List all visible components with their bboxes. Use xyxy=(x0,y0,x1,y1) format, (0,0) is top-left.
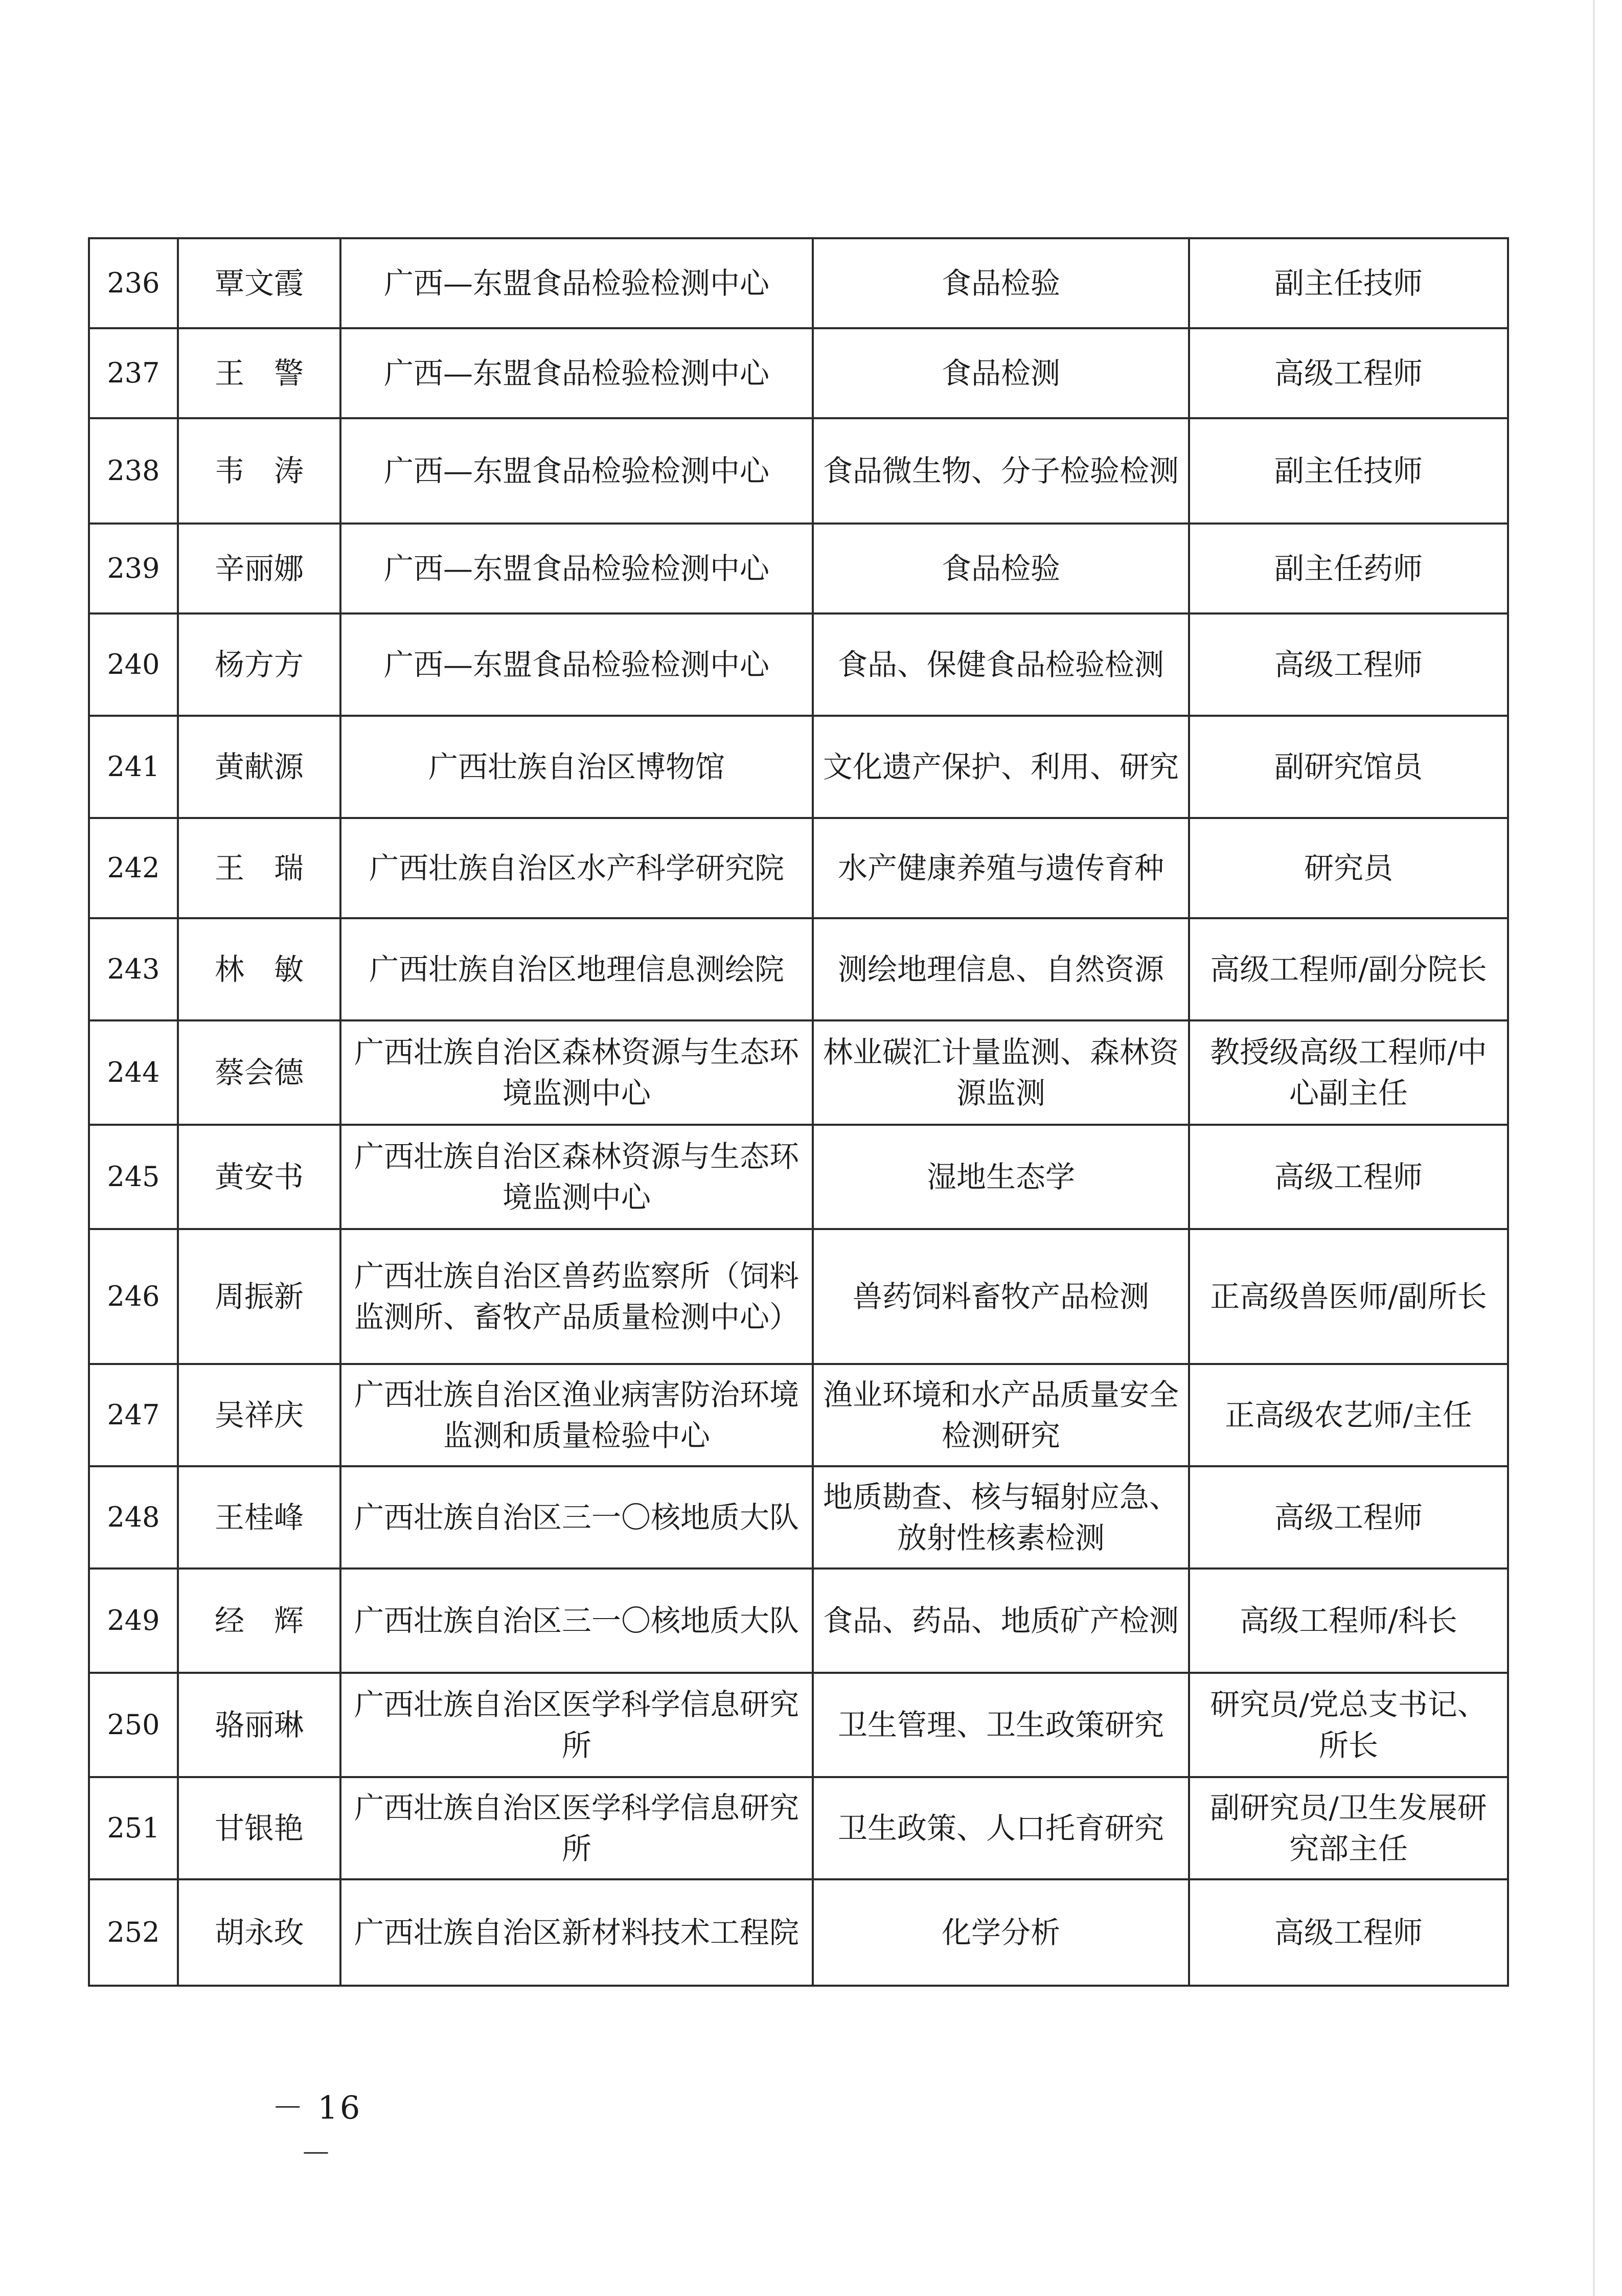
cell-title: 正高级兽医师/副所长 xyxy=(1189,1229,1508,1364)
cell-field: 食品微生物、分子检验检测 xyxy=(813,418,1189,524)
cell-title: 教授级高级工程师/中心副主任 xyxy=(1189,1020,1508,1125)
cell-name: 王 瑞 xyxy=(178,818,340,918)
cell-field: 化学分析 xyxy=(813,1879,1189,1986)
table-row xyxy=(89,1364,1508,1466)
cell-name: 黄献源 xyxy=(178,716,340,818)
cell-unit: 广西壮族自治区森林资源与生态环境监测中心 xyxy=(340,1125,813,1229)
cell-name: 覃文霞 xyxy=(178,238,340,328)
cell-title: 高级工程师/科长 xyxy=(1189,1568,1508,1673)
cell-number: 247 xyxy=(89,1364,178,1466)
table-row xyxy=(89,1777,1508,1879)
cell-number: 249 xyxy=(89,1568,178,1673)
cell-name: 骆丽琳 xyxy=(178,1673,340,1777)
cell-number: 243 xyxy=(89,918,178,1020)
cell-unit: 广西壮族自治区水产科学研究院 xyxy=(340,818,813,918)
cell-number: 237 xyxy=(89,328,178,418)
cell-number: 242 xyxy=(89,818,178,918)
cell-name: 杨方方 xyxy=(178,613,340,716)
cell-title: 副主任药师 xyxy=(1189,524,1508,613)
cell-field: 食品检验 xyxy=(813,238,1189,328)
cell-name: 辛丽娜 xyxy=(178,524,340,613)
cell-unit: 广西壮族自治区地理信息测绘院 xyxy=(340,918,813,1020)
cell-field: 湿地生态学 xyxy=(813,1125,1189,1229)
page-number: － 16 － xyxy=(271,2089,362,2172)
cell-field: 兽药饲料畜牧产品检测 xyxy=(813,1229,1189,1364)
cell-title: 高级工程师 xyxy=(1189,1879,1508,1986)
cell-title: 研究员 xyxy=(1189,818,1508,918)
cell-unit: 广西壮族自治区兽药监察所（饲料监测所、畜牧产品质量检测中心） xyxy=(340,1229,813,1364)
cell-number: 239 xyxy=(89,524,178,613)
cell-number: 248 xyxy=(89,1466,178,1568)
cell-number: 238 xyxy=(89,418,178,524)
cell-title: 研究员/党总支书记、所长 xyxy=(1189,1673,1508,1777)
cell-name: 王 警 xyxy=(178,328,340,418)
cell-field: 地质勘查、核与辐射应急、放射性核素检测 xyxy=(813,1466,1189,1568)
table-row xyxy=(89,1879,1508,1986)
cell-title: 高级工程师 xyxy=(1189,328,1508,418)
cell-field: 测绘地理信息、自然资源 xyxy=(813,918,1189,1020)
cell-field: 林业碳汇计量监测、森林资源监测 xyxy=(813,1020,1189,1125)
cell-title: 高级工程师 xyxy=(1189,1125,1508,1229)
cell-number: 246 xyxy=(89,1229,178,1364)
cell-name: 甘银艳 xyxy=(178,1777,340,1879)
table-row xyxy=(89,1466,1508,1568)
cell-number: 251 xyxy=(89,1777,178,1879)
cell-title: 副研究馆员 xyxy=(1189,716,1508,818)
cell-field: 渔业环境和水产品质量安全检测研究 xyxy=(813,1364,1189,1466)
table-row xyxy=(89,1125,1508,1229)
cell-unit: 广西—东盟食品检验检测中心 xyxy=(340,418,813,524)
table-row xyxy=(89,1229,1508,1364)
cell-title: 副主任技师 xyxy=(1189,238,1508,328)
scan-edge-line xyxy=(1593,0,1595,2296)
cell-unit: 广西—东盟食品检验检测中心 xyxy=(340,613,813,716)
cell-name: 经 辉 xyxy=(178,1568,340,1673)
personnel-table-body xyxy=(89,238,1508,1986)
cell-unit: 广西壮族自治区三一〇核地质大队 xyxy=(340,1568,813,1673)
cell-field: 卫生政策、人口托育研究 xyxy=(813,1777,1189,1879)
table-row xyxy=(89,716,1508,818)
cell-title: 正高级农艺师/主任 xyxy=(1189,1364,1508,1466)
personnel-table xyxy=(88,237,1509,1987)
cell-field: 水产健康养殖与遗传育种 xyxy=(813,818,1189,918)
cell-title: 高级工程师/副分院长 xyxy=(1189,918,1508,1020)
cell-number: 250 xyxy=(89,1673,178,1777)
cell-unit: 广西壮族自治区森林资源与生态环境监测中心 xyxy=(340,1020,813,1125)
cell-name: 林 敏 xyxy=(178,918,340,1020)
cell-unit: 广西—东盟食品检验检测中心 xyxy=(340,524,813,613)
cell-name: 吴祥庆 xyxy=(178,1364,340,1466)
cell-unit: 广西壮族自治区博物馆 xyxy=(340,716,813,818)
cell-title: 高级工程师 xyxy=(1189,613,1508,716)
cell-title: 副主任技师 xyxy=(1189,418,1508,524)
cell-unit: 广西壮族自治区医学科学信息研究所 xyxy=(340,1673,813,1777)
cell-number: 241 xyxy=(89,716,178,818)
table-row xyxy=(89,238,1508,328)
table-row xyxy=(89,418,1508,524)
cell-field: 食品、药品、地质矿产检测 xyxy=(813,1568,1189,1673)
cell-name: 蔡会德 xyxy=(178,1020,340,1125)
cell-number: 244 xyxy=(89,1020,178,1125)
cell-unit: 广西壮族自治区渔业病害防治环境监测和质量检验中心 xyxy=(340,1364,813,1466)
cell-number: 252 xyxy=(89,1879,178,1986)
cell-name: 周振新 xyxy=(178,1229,340,1364)
cell-name: 胡永玫 xyxy=(178,1879,340,1986)
table-row xyxy=(89,328,1508,418)
cell-unit: 广西—东盟食品检验检测中心 xyxy=(340,328,813,418)
table-row xyxy=(89,1673,1508,1777)
cell-field: 食品检验 xyxy=(813,524,1189,613)
cell-name: 王桂峰 xyxy=(178,1466,340,1568)
cell-unit: 广西—东盟食品检验检测中心 xyxy=(340,238,813,328)
table-row xyxy=(89,1020,1508,1125)
table-row xyxy=(89,524,1508,613)
cell-number: 245 xyxy=(89,1125,178,1229)
cell-field: 卫生管理、卫生政策研究 xyxy=(813,1673,1189,1777)
cell-number: 240 xyxy=(89,613,178,716)
table-row xyxy=(89,818,1508,918)
cell-name: 黄安书 xyxy=(178,1125,340,1229)
cell-unit: 广西壮族自治区新材料技术工程院 xyxy=(340,1879,813,1986)
cell-unit: 广西壮族自治区三一〇核地质大队 xyxy=(340,1466,813,1568)
cell-name: 韦 涛 xyxy=(178,418,340,524)
cell-field: 文化遗产保护、利用、研究 xyxy=(813,716,1189,818)
cell-number: 236 xyxy=(89,238,178,328)
cell-field: 食品检测 xyxy=(813,328,1189,418)
table-row xyxy=(89,918,1508,1020)
cell-title: 高级工程师 xyxy=(1189,1466,1508,1568)
table-row xyxy=(89,1568,1508,1673)
cell-title: 副研究员/卫生发展研究部主任 xyxy=(1189,1777,1508,1879)
cell-unit: 广西壮族自治区医学科学信息研究所 xyxy=(340,1777,813,1879)
cell-field: 食品、保健食品检验检测 xyxy=(813,613,1189,716)
table-row xyxy=(89,613,1508,716)
